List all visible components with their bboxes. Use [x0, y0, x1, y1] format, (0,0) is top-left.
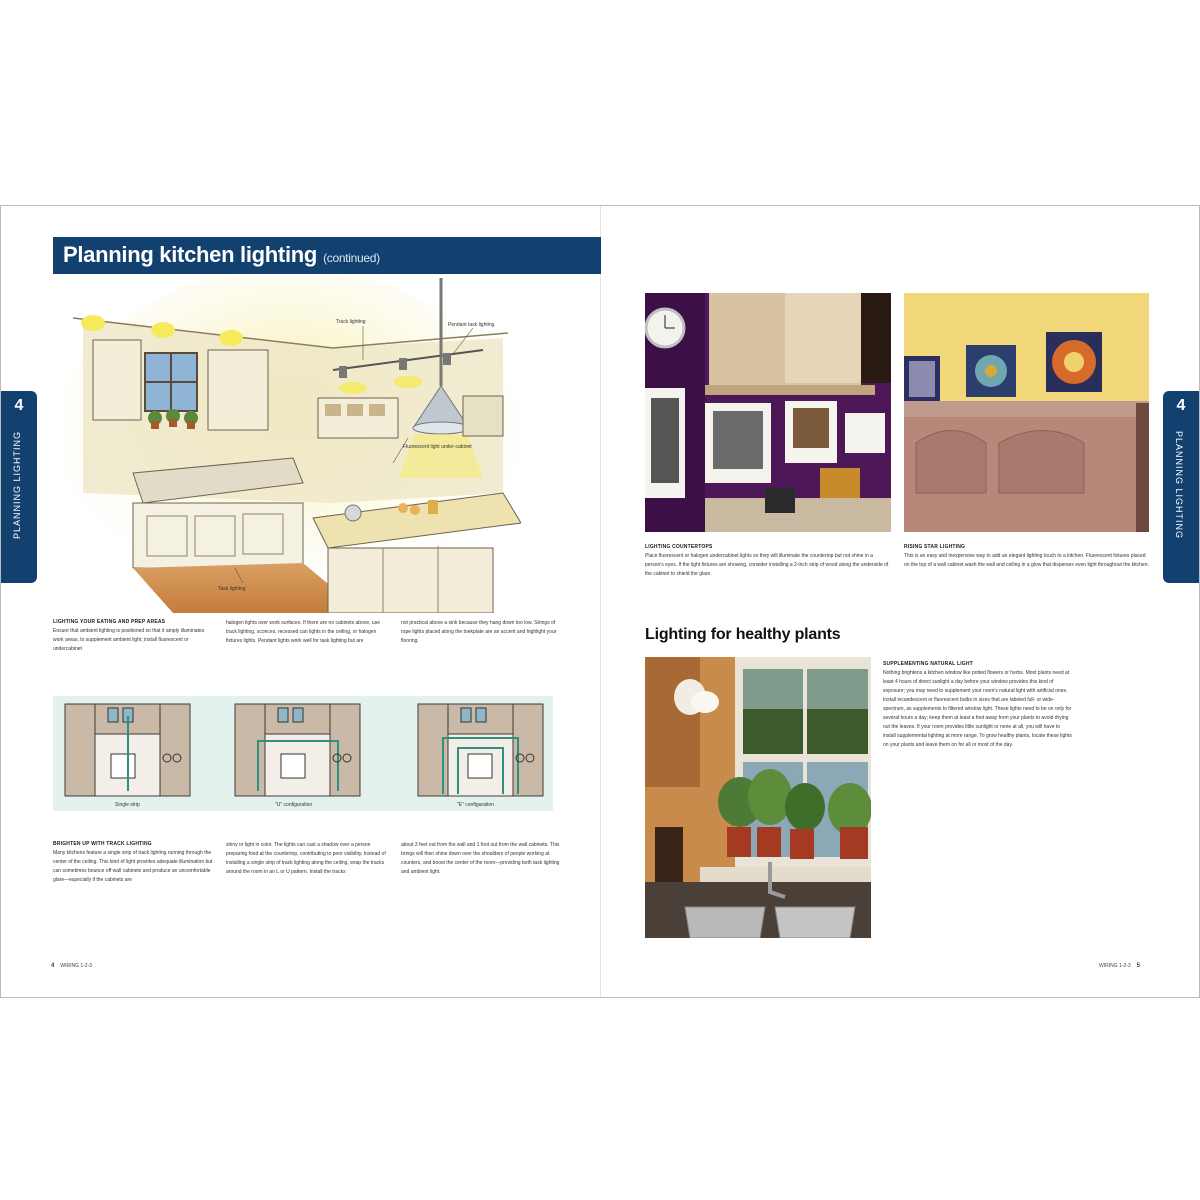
article2-heading: BRIGHTEN UP WITH TRACK LIGHTING — [53, 841, 152, 847]
caption1-text: Place fluorescent or halogen undercabinet lights so they will illuminate the countertop but not shine in a person's eyes. If the light fixtures are showing, consider installing a 2-inch strip of wood along the underside of the cabinet to shield the glare. — [645, 553, 889, 577]
article3-text: Nothing brightens a kitchen window like potted flowers or herbs. Most plants need at least 4 hours of direct sunlight a day before your window provides this kind of exposure; you may need to supplement your room's natural light with artificial ones. Install incandescent or fluorescent bulbs in sizes that are labeled full- or wide-spectrum, as supplements to filtered window light. These lights need to be on only for several hours a day; keep them at least a foot away from your plants to avoid drying out the leaves. If your room provides little sunlight or none at all, you will have to install supplemental lighting at more range. To grow healthy plants, locate these lights on your plants and leave them on for all or most of the day. — [883, 670, 1072, 748]
caption2-heading: RISING STAR LIGHTING — [904, 544, 966, 550]
book-spread — [0, 205, 1200, 998]
kitchen-lighting-illustration — [63, 278, 521, 613]
diagram-label-u-configuration: "U" configuration — [275, 802, 313, 808]
article2-col2: shiny or light in color. The lights can cast a shadow over a person preparing food at the countertop, contributing to poor visibility. Instead of installing a single strip of track lighting along the ceiling, wrap the tracks around the room in an L or U pattern. Install the tracks — [226, 842, 386, 875]
left-page-footer — [45, 963, 92, 969]
right-page-number: 5 — [1136, 963, 1141, 969]
right-footer-text: WIRING 1-2-3 — [1099, 963, 1131, 969]
callout-task-lighting: Task lighting — [218, 586, 246, 592]
chapter-tab-label-right: PLANNING LIGHTING — [1174, 431, 1184, 540]
caption1-heading: LIGHTING COUNTERTOPS — [645, 544, 713, 550]
callout-track-lighting: Track lighting — [336, 319, 366, 325]
gutter-divider — [600, 206, 601, 997]
section-subtitle: (continued) — [323, 251, 380, 265]
photo-countertop-lighting — [645, 293, 891, 532]
right-page-footer — [1099, 963, 1146, 969]
chapter-tab-number: 4 — [14, 397, 24, 414]
article1-col3: not practical above a sink because they hang down too low. Strings of rope lights placed along the toekplate are an accent and highlight your flooring. — [401, 620, 557, 644]
diagram-label-single-strip: Single strip — [115, 802, 140, 808]
section2-heading: Lighting for healthy plants — [645, 626, 841, 643]
chapter-tab-left — [1, 391, 37, 583]
left-page-number: 4 — [51, 963, 55, 969]
article3-heading: SUPPLEMENTING NATURAL LIGHT — [883, 661, 973, 667]
section-title-text: Planning kitchen lighting — [63, 242, 318, 267]
caption2-text: This is an easy and inexpensive way to add an elegant lighting touch to a kitchen. Fluorescent fixtures placed on the top of a wall cabinet wash the wall and ceiling in a glow that disperses even light throughout the kitchen. — [904, 553, 1149, 568]
chapter-tab-number-right: 4 — [1176, 397, 1186, 414]
article1-heading: LIGHTING YOUR EATING AND PREP AREAS — [53, 619, 166, 625]
callout-fluorescent-light: Fluorescent light under-cabinet — [403, 444, 472, 450]
track-lighting-plan-diagrams — [53, 696, 553, 826]
article2-col3: about 3 feet out from the wall and 1 foot out from the wall cabinets. This brings will then shine down over the shoulders of people working at counters, and boost the center of the room—providing both task lighting and ambient light. — [401, 842, 560, 875]
photo-rising-star-lighting — [904, 293, 1149, 532]
diagram-single-strip — [65, 704, 190, 796]
diagram-u-configuration — [235, 704, 360, 796]
chapter-tab-right — [1163, 391, 1199, 583]
diagram-e-configuration — [418, 704, 543, 796]
left-footer-text: WIRING 1-2-3 — [60, 963, 93, 969]
section-title-bar — [53, 237, 601, 274]
article1-col1: Ensure that ambient lighting is positioned so that it amply illuminates work areas, to supplement ambient light; install fluorescent or undercabinet — [53, 628, 205, 652]
diagram-label-e-configuration: "E" configuration — [457, 802, 494, 808]
chapter-tab-label: PLANNING LIGHTING — [12, 431, 22, 540]
section-title — [63, 242, 380, 268]
article1-col2: halogen lights over work surfaces. If there are no cabinets above, use track lighting, sconces, recessed can lights in the ceiling, or halogen fixtures lights. Pendant lights work well for task lighting but are — [226, 620, 380, 644]
article2-col1: Many kitchens feature a single strip of track lighting running through the center of the ceiling. This kind of light provides adequate illumination but can sometimes bounce off wall cabinets and produce an uncomfortable glare—especially if the cabinets are — [53, 850, 213, 883]
callout-pendant-lighting: Pendant task lighting — [448, 322, 495, 328]
photo-healthy-plants-window — [645, 657, 871, 938]
